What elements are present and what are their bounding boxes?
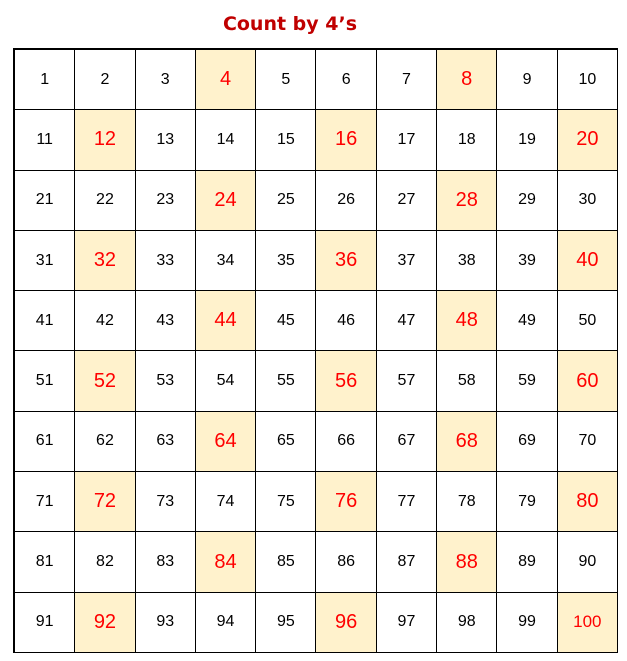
- number-cell: 39: [497, 231, 557, 291]
- highlighted-number-cell: 44: [196, 291, 256, 351]
- number-cell: 26: [316, 171, 376, 231]
- number-cell: 14: [196, 110, 256, 170]
- highlighted-number-cell: 72: [75, 472, 135, 532]
- number-cell: 38: [437, 231, 497, 291]
- number-cell: 50: [558, 291, 618, 351]
- number-cell: 91: [15, 593, 75, 653]
- number-cell: 1: [15, 50, 75, 110]
- number-cell: 62: [75, 412, 135, 472]
- highlighted-number-cell: 56: [316, 351, 376, 411]
- page-title: Count by 4’s: [222, 13, 358, 35]
- number-cell: 6: [316, 50, 376, 110]
- number-cell: 47: [377, 291, 437, 351]
- hundreds-chart: [13, 48, 618, 653]
- number-cell: 31: [15, 231, 75, 291]
- number-cell: 81: [15, 532, 75, 592]
- number-cell: 65: [256, 412, 316, 472]
- highlighted-number-cell: 64: [196, 412, 256, 472]
- number-cell: 19: [497, 110, 557, 170]
- number-cell: 75: [256, 472, 316, 532]
- number-cell: 74: [196, 472, 256, 532]
- number-cell: 82: [75, 532, 135, 592]
- number-cell: 45: [256, 291, 316, 351]
- number-cell: 17: [377, 110, 437, 170]
- highlighted-number-cell: 12: [75, 110, 135, 170]
- number-cell: 71: [15, 472, 75, 532]
- number-cell: 15: [256, 110, 316, 170]
- number-cell: 11: [15, 110, 75, 170]
- number-cell: 61: [15, 412, 75, 472]
- number-cell: 42: [75, 291, 135, 351]
- number-cell: 70: [558, 412, 618, 472]
- number-cell: 29: [497, 171, 557, 231]
- number-cell: 95: [256, 593, 316, 653]
- highlighted-number-cell: 24: [196, 171, 256, 231]
- number-cell: 93: [136, 593, 196, 653]
- number-cell: 89: [497, 532, 557, 592]
- number-cell: 43: [136, 291, 196, 351]
- number-cell: 37: [377, 231, 437, 291]
- number-cell: 22: [75, 171, 135, 231]
- highlighted-number-cell: 88: [437, 532, 497, 592]
- number-cell: 97: [377, 593, 437, 653]
- number-cell: 27: [377, 171, 437, 231]
- highlighted-number-cell: 68: [437, 412, 497, 472]
- number-cell: 18: [437, 110, 497, 170]
- highlighted-number-cell: 84: [196, 532, 256, 592]
- highlighted-number-cell: 48: [437, 291, 497, 351]
- highlighted-number-cell: 28: [437, 171, 497, 231]
- number-cell: 77: [377, 472, 437, 532]
- number-cell: 5: [256, 50, 316, 110]
- number-cell: 25: [256, 171, 316, 231]
- number-cell: 94: [196, 593, 256, 653]
- number-cell: 9: [497, 50, 557, 110]
- number-cell: 54: [196, 351, 256, 411]
- number-cell: 85: [256, 532, 316, 592]
- number-cell: 86: [316, 532, 376, 592]
- number-cell: 78: [437, 472, 497, 532]
- number-cell: 79: [497, 472, 557, 532]
- number-cell: 98: [437, 593, 497, 653]
- number-cell: 57: [377, 351, 437, 411]
- highlighted-number-cell: 60: [558, 351, 618, 411]
- highlighted-number-cell: 76: [316, 472, 376, 532]
- number-cell: 2: [75, 50, 135, 110]
- number-cell: 7: [377, 50, 437, 110]
- number-cell: 73: [136, 472, 196, 532]
- highlighted-number-cell: 100: [558, 593, 618, 653]
- highlighted-number-cell: 20: [558, 110, 618, 170]
- number-cell: 51: [15, 351, 75, 411]
- highlighted-number-cell: 80: [558, 472, 618, 532]
- number-cell: 13: [136, 110, 196, 170]
- highlighted-number-cell: 96: [316, 593, 376, 653]
- number-cell: 63: [136, 412, 196, 472]
- number-cell: 23: [136, 171, 196, 231]
- highlighted-number-cell: 40: [558, 231, 618, 291]
- number-cell: 66: [316, 412, 376, 472]
- number-cell: 33: [136, 231, 196, 291]
- highlighted-number-cell: 52: [75, 351, 135, 411]
- number-cell: 69: [497, 412, 557, 472]
- number-cell: 21: [15, 171, 75, 231]
- number-cell: 49: [497, 291, 557, 351]
- number-cell: 30: [558, 171, 618, 231]
- number-cell: 99: [497, 593, 557, 653]
- number-cell: 41: [15, 291, 75, 351]
- number-cell: 46: [316, 291, 376, 351]
- number-cell: 83: [136, 532, 196, 592]
- highlighted-number-cell: 92: [75, 593, 135, 653]
- highlighted-number-cell: 36: [316, 231, 376, 291]
- number-cell: 87: [377, 532, 437, 592]
- highlighted-number-cell: 4: [196, 50, 256, 110]
- number-cell: 3: [136, 50, 196, 110]
- number-cell: 55: [256, 351, 316, 411]
- number-cell: 90: [558, 532, 618, 592]
- number-cell: 58: [437, 351, 497, 411]
- number-cell: 10: [558, 50, 618, 110]
- highlighted-number-cell: 32: [75, 231, 135, 291]
- number-cell: 59: [497, 351, 557, 411]
- highlighted-number-cell: 16: [316, 110, 376, 170]
- number-cell: 53: [136, 351, 196, 411]
- highlighted-number-cell: 8: [437, 50, 497, 110]
- number-cell: 35: [256, 231, 316, 291]
- number-cell: 67: [377, 412, 437, 472]
- number-cell: 34: [196, 231, 256, 291]
